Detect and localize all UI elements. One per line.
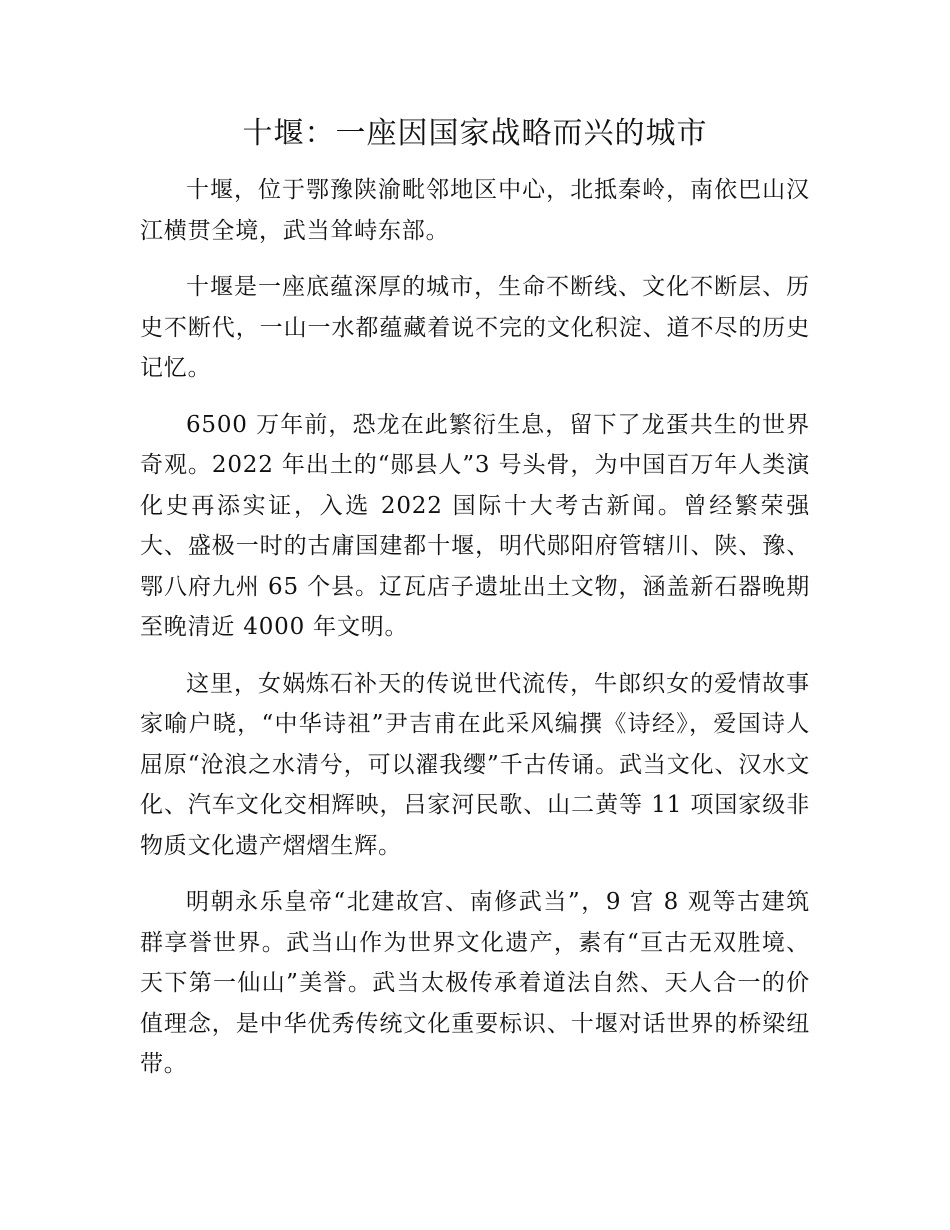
paragraph-history: 6500 万年前，恐龙在此繁衍生息，留下了龙蛋共生的世界奇观。2022 年出土的“郧县人”3 号头骨，为中国百万年人类演化史再添实证，入选 2022 国际十大考古新闻。曾经繁荣强大、盛极一时的古庸国建都十堰，明代郧阳府管辖川、陕、豫、鄂八府九州 65 个县。辽瓦店子遗址出土文物，涵盖新石器晚期至晚清近 4000 年文明。 bbox=[140, 411, 810, 640]
document-title: 十堰：一座因国家战略而兴的城市 bbox=[242, 116, 708, 151]
paragraph-location: 十堰，位于鄂豫陕渝毗邻地区中心，北抵秦岭，南依巴山汉江横贯全境，武当耸峙东部。 bbox=[140, 177, 810, 244]
paragraph-legends: 这里，女娲炼石补天的传说世代流传，牛郎织女的爱情故事家喻户晓，“中华诗祖”尹吉甫在此采风编撰《诗经》，爱国诗人屈原“沧浪之水清兮，可以濯我缨”千古传诵。武当文化、汉水文化、汽车文化交相辉映，吕家河民歌、山二黄等 11 项国家级非物质文化遗产熠熠生辉。 bbox=[140, 670, 810, 859]
paragraph-wudang: 明朝永乐皇帝“北建故宫、南修武当”，9 宫 8 观等古建筑群享誉世界。武当山作为世界文化遗产，素有“亘古无双胜境、天下第一仙山”美誉。武当太极传承着道法自然、天人合一的价值理念，是中华优秀传统文化重要标识、十堰对话世界的桥梁纽带。 bbox=[140, 889, 810, 1077]
paragraph-heritage: 十堰是一座底蕴深厚的城市，生命不断线、文化不断层、历史不断代，一山一水都蕴藏着说不完的文化积淀、道不尽的历史记忆。 bbox=[140, 274, 810, 381]
